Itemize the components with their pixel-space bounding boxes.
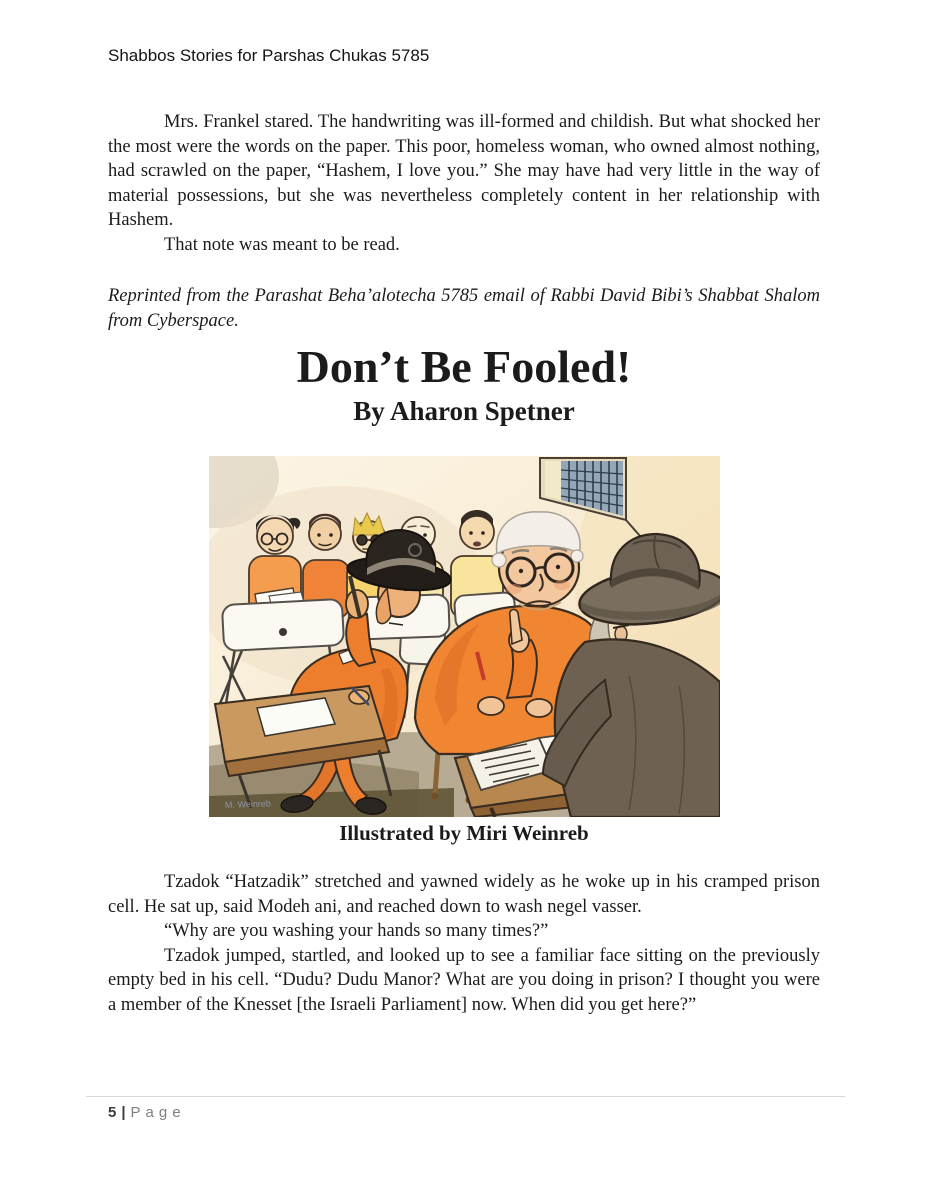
- paragraph-mrs-frankel: Mrs. Frankel stared. The handwriting was ill-formed and childish. But what shocked her the most were the words on the paper. This poor, homeless woman, who owned almost nothing, had scrawled on the paper, “Hashem, I love you.” She may have had very little in the way of material possessions, but she was nevertheless completely content in her relationship with Hashem.: [108, 112, 820, 230]
- footer-divider: [86, 1096, 845, 1097]
- paragraph-note: That note was meant to be read.: [164, 234, 400, 255]
- paragraph-dudu: Tzadok jumped, startled, and looked up to see a familiar face sitting on the previously empty bed in his cell. “Dudu? Dudu Manor? What are you doing in prison? I thought you were a member of the Knesset [the Israeli Parliament] now. When did you get here?”: [108, 945, 820, 1015]
- prison-classroom-illustration: [209, 456, 720, 817]
- illustrator-signature: M. Weinreb: [224, 798, 271, 810]
- page-number-separator: |: [121, 1104, 126, 1121]
- page-body: [108, 110, 820, 1017]
- illustration-caption: Illustrated by Miri Weinreb: [339, 821, 589, 845]
- page-header: Shabbos Stories for Parshas Chukas 5785: [108, 46, 430, 65]
- page-footer: [86, 1096, 845, 1121]
- paragraph-tzadok-wakes: Tzadok “Hatzadik” stretched and yawned widely as he woke up in his cramped prison cell. He sat up, said Modeh ani, and reached down to wash negel vasser.: [108, 872, 820, 917]
- story-byline: By Aharon Spetner: [353, 396, 575, 426]
- page-number-area: [86, 1104, 845, 1121]
- story-illustration-figure: [108, 456, 820, 845]
- paragraph-dialogue: “Why are you washing your hands so many times?”: [164, 921, 549, 941]
- page-label: Page: [130, 1104, 186, 1121]
- page-number: 5: [108, 1104, 117, 1121]
- story-title: Don’t Be Fooled!: [296, 341, 632, 392]
- reprint-credit: Reprinted from the Parashat Beha’alotecha 5785 email of Rabbi David Bibi’s Shabbat Shalom from Cyberspace.: [108, 286, 820, 331]
